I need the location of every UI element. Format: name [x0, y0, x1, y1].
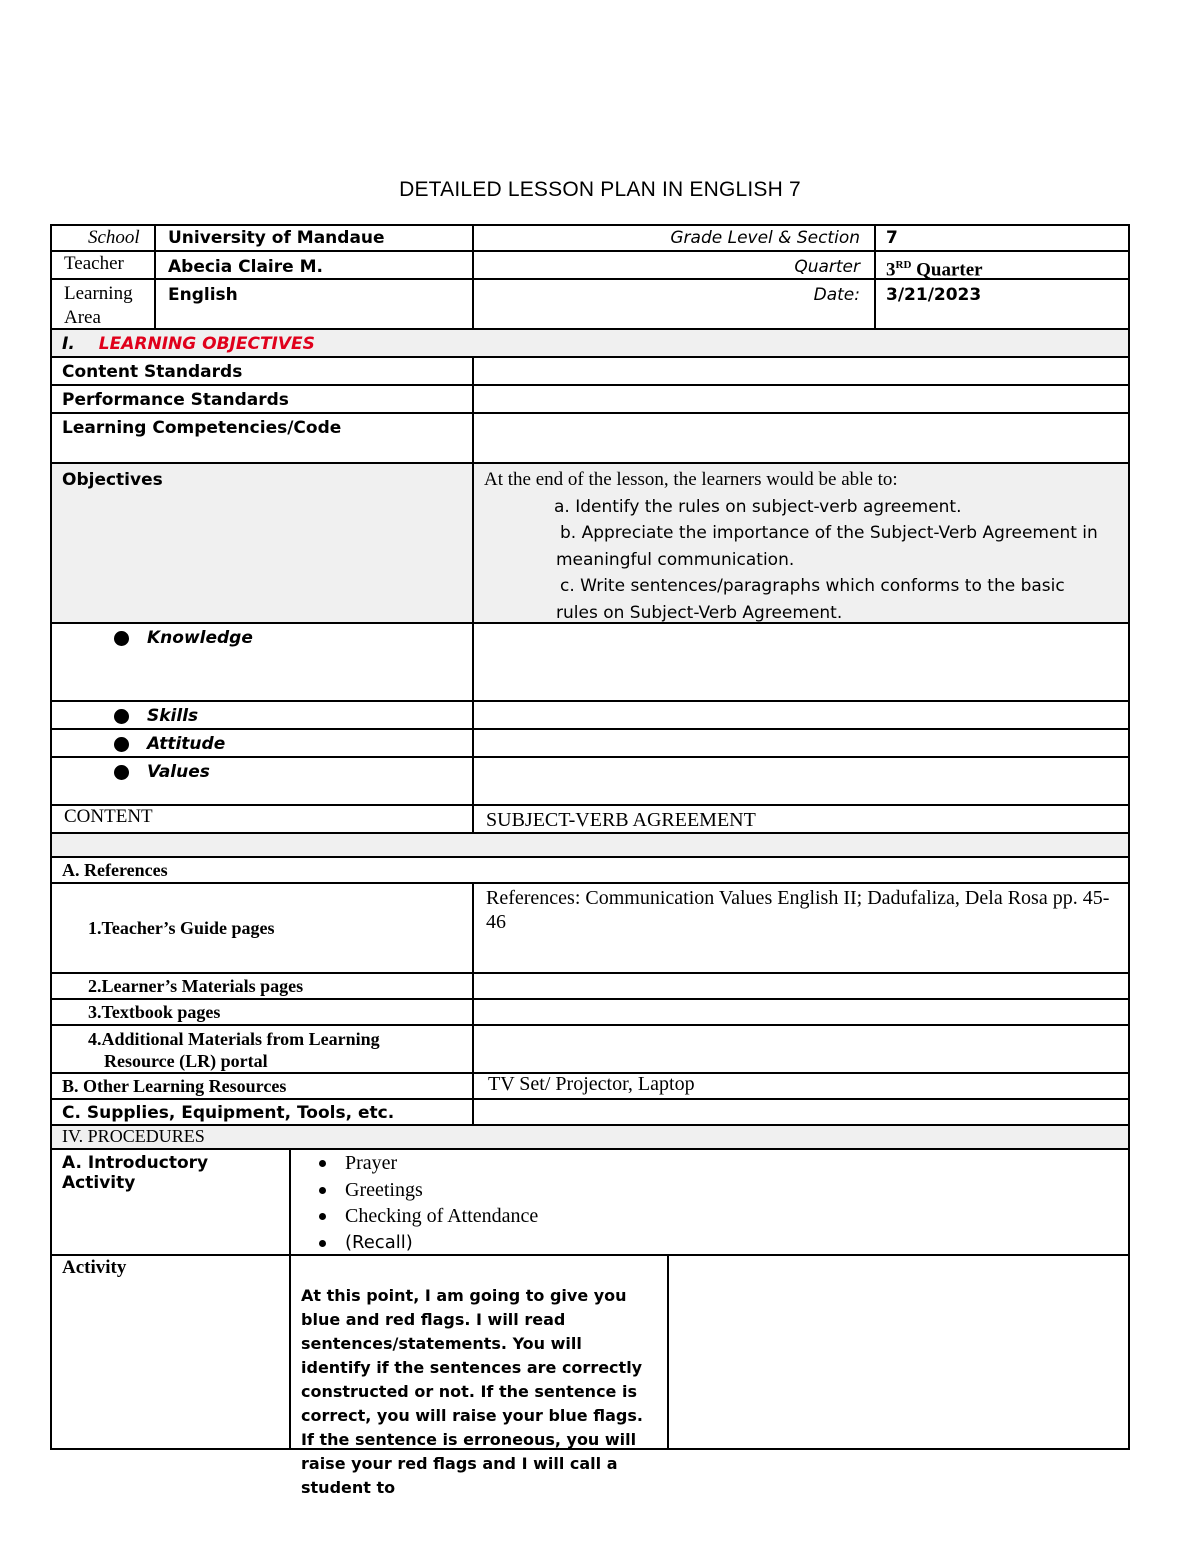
additional-materials-line1: 4.Additional Materials from Learning [88, 1029, 380, 1049]
area-label: Learning Area [64, 283, 133, 328]
learners-materials-label: 2.Learner’s Materials pages [88, 976, 304, 996]
knowledge-bullet-icon [114, 631, 129, 646]
performance-standards-label-cell [50, 384, 474, 414]
content-value-cell [472, 804, 1130, 834]
intro-item-recall: (Recall) [303, 1230, 1120, 1257]
intro-activity-label-cell [50, 1148, 291, 1256]
teachers-guide-label: 1.Teacher’s Guide pages [88, 918, 275, 938]
school-label: School [88, 227, 140, 248]
teacher-value: Abecia Claire M. [168, 257, 323, 277]
additional-materials-label-cell [50, 1024, 474, 1074]
area-value-cell [154, 278, 474, 330]
quarter-superscript: RD [895, 259, 912, 271]
other-resources-label-cell [50, 1072, 474, 1100]
procedures-heading-row [50, 1124, 1130, 1150]
activity-text: At this point, I am going to give you blue and red flags. I will read sentences/statements. You will identify if the sentences are correctly constructed or not. If the sentence is correct, you will raise your blue flags. If the sentence is erroneous, you will raise your red flags and I will call a student to [301, 1286, 643, 1497]
values-value-cell [472, 756, 1130, 806]
content-standards-label: Content Standards [62, 362, 243, 382]
skills-bullet-icon [114, 709, 129, 724]
content-value: SUBJECT-VERB AGREEMENT [486, 809, 756, 831]
teacher-label: Teacher [64, 253, 124, 274]
activity-label-cell [50, 1254, 291, 1450]
objectives-label: Objectives [62, 470, 163, 490]
other-resources-value: TV Set/ Projector, Laptop [488, 1073, 695, 1095]
school-value-cell [154, 224, 474, 252]
content-label: CONTENT [64, 806, 153, 827]
textbook-label-cell [50, 998, 474, 1026]
values-bullet-icon [114, 765, 129, 780]
learners-materials-value-cell [472, 972, 1130, 1000]
objective-c-line2: rules on Subject-Verb Agreement. [556, 602, 843, 623]
intro-activity-list [303, 1150, 1120, 1256]
quarter-text: Quarter [911, 259, 983, 281]
date-value: 3/21/2023 [886, 285, 982, 305]
references-heading-row [50, 856, 1130, 884]
knowledge-value-cell [472, 622, 1130, 702]
additional-materials-value-cell [472, 1024, 1130, 1074]
intro-activity-label: A. Introductory Activity [62, 1153, 209, 1193]
teachers-guide-value-cell [472, 882, 1130, 974]
grade-value: 7 [886, 228, 898, 248]
teacher-value-cell [154, 250, 474, 280]
spacer-row [50, 832, 1130, 858]
date-label: Date: [813, 285, 860, 305]
teacher-label-cell [50, 250, 156, 280]
objective-b-line2: meaningful communication. [556, 549, 795, 570]
attitude-bullet-icon [114, 737, 129, 752]
values-label: Values [147, 762, 210, 782]
grade-label-cell [472, 224, 876, 252]
objective-b-line1: b. Appreciate the importance of the Subject-Verb Agreement in [560, 523, 1098, 543]
competencies-label-cell [50, 412, 474, 464]
objective-a: a. Identify the rules on subject-verb agreement. [554, 496, 962, 517]
knowledge-label-cell [50, 622, 474, 702]
competencies-label: Learning Competencies/Code [62, 418, 342, 438]
objective-c-line1: c. Write sentences/paragraphs which conforms to the basic [560, 576, 1065, 596]
knowledge-label: Knowledge [147, 628, 253, 648]
skills-label: Skills [147, 706, 199, 726]
activity-label: Activity [62, 1257, 127, 1278]
activity-text-cell [289, 1254, 669, 1497]
area-label-cell [50, 278, 156, 330]
textbook-value-cell [472, 998, 1130, 1026]
competencies-value-cell [472, 412, 1130, 464]
additional-materials-line2: Resource (LR) portal [104, 1051, 268, 1071]
intro-item-greetings: Greetings [303, 1177, 1120, 1204]
skills-value-cell [472, 700, 1130, 730]
skills-label-cell [50, 700, 474, 730]
objectives-heading: LEARNING OBJECTIVES [98, 334, 315, 354]
intro-activity-value-cell [289, 1148, 1130, 1256]
grade-value-cell [874, 224, 1130, 252]
objectives-heading-row [50, 328, 1130, 358]
grade-label: Grade Level & Section [670, 228, 860, 248]
document-title: DETAILED LESSON PLAN IN ENGLISH 7 [399, 178, 801, 201]
quarter-number: 3 [886, 259, 896, 281]
section-numeral: I. [62, 334, 75, 354]
quarter-value-cell [874, 250, 1130, 280]
values-label-cell [50, 756, 474, 806]
attitude-label: Attitude [147, 734, 226, 754]
other-resources-label: B. Other Learning Resources [62, 1076, 287, 1096]
school-value: University of Mandaue [168, 228, 385, 248]
performance-standards-value-cell [472, 384, 1130, 414]
attitude-value-cell [472, 728, 1130, 758]
teachers-guide-label-cell [50, 882, 474, 974]
intro-item-prayer: Prayer [303, 1150, 1120, 1177]
objectives-intro: At the end of the lesson, the learners would be able to: [484, 469, 898, 490]
procedures-heading: IV. PROCEDURES [62, 1126, 205, 1146]
intro-item-attendance: Checking of Attendance [303, 1203, 1120, 1230]
date-label-cell [472, 278, 876, 330]
teachers-guide-value: References: Communication Values English II; Dadufaliza, Dela Rosa pp. 45-46 [486, 887, 1110, 933]
attitude-label-cell [50, 728, 474, 758]
content-label-cell [50, 804, 474, 834]
supplies-label: C. Supplies, Equipment, Tools, etc. [62, 1103, 395, 1123]
supplies-value-cell [472, 1098, 1130, 1126]
supplies-label-cell [50, 1098, 474, 1126]
references-heading: A. References [62, 860, 168, 880]
date-value-cell [874, 278, 1130, 330]
other-resources-value-cell [472, 1072, 1130, 1100]
textbook-label: 3.Textbook pages [88, 1002, 221, 1022]
school-label-cell [50, 224, 156, 252]
learners-materials-label-cell [50, 972, 474, 1000]
area-value: English [168, 285, 238, 305]
activity-response-cell [667, 1254, 1130, 1450]
quarter-label-cell [472, 250, 876, 280]
content-standards-value-cell [472, 356, 1130, 386]
objectives-value-cell [472, 462, 1130, 624]
content-standards-label-cell [50, 356, 474, 386]
objectives-label-cell [50, 462, 474, 624]
quarter-label: Quarter [794, 257, 860, 277]
performance-standards-label: Performance Standards [62, 390, 289, 410]
